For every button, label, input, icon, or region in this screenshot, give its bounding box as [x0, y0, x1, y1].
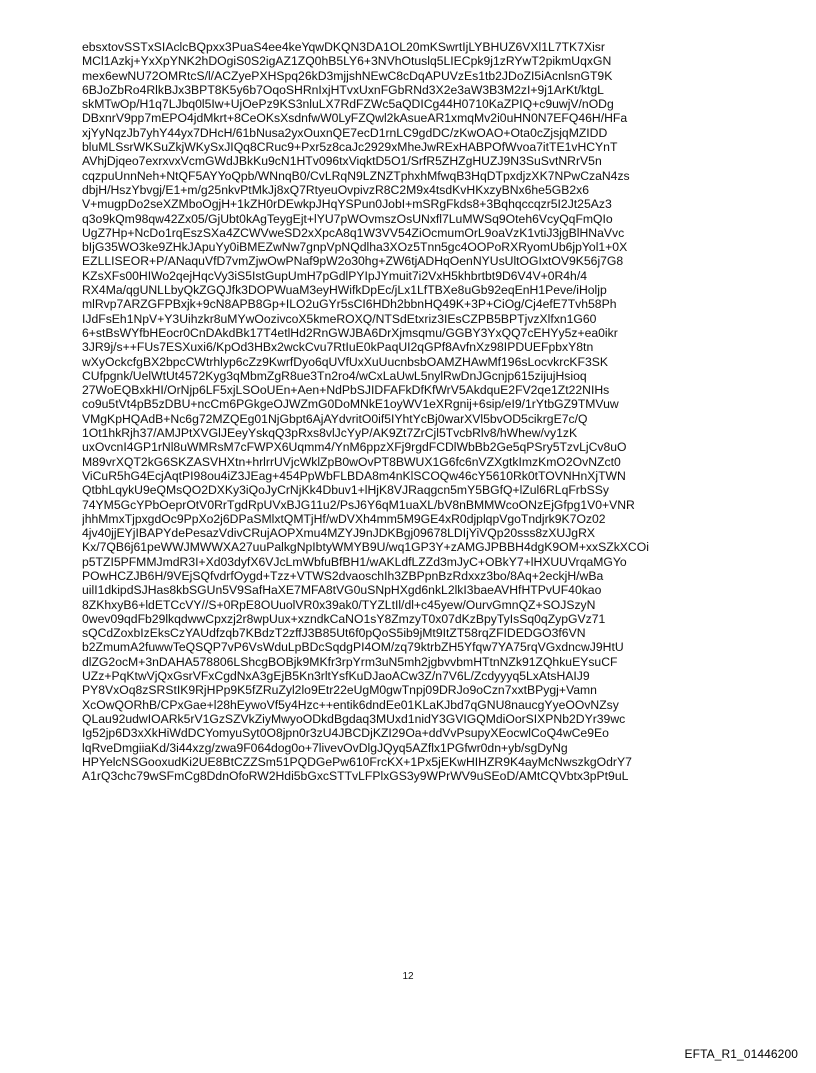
- text-line: 1Ot1hkRjh37/AMJPtXVGlJEeyYskqQ3pRxs8vlJcYyP/AK9Zt7ZrCjl5TvcbRlv8/hWhew/vy1zK: [82, 426, 578, 441]
- text-line: IJdFsEh1NpV+Y3Uihzkr8uMYwOozivcoX5kmeROXQ/NTSdEtxriz3IEsCZPB5BPTjvzXlfxn1G60: [82, 311, 597, 326]
- text-line: Ig52jp6D3xXkHiWdDCYomyuSyt0O8jpn0r3zU4JBCDjKZI29Oa+ddVvPsupyXEocwlCoQ4wCe9Eo: [82, 726, 609, 741]
- text-line: M89vrXQT2kG6SKZASVHXtn+hrlrrUVjcWklZpB0wOvPT8BWUX1G6fc6nVZXgtkImzKmO2OvNZct0: [82, 454, 621, 469]
- text-line: dlZG2ocM+3nDAHA578806LShcgBOBjk9MKfr3rpYrm3uN5mh2jgbvvbmHTtnNZk91ZQhkuEYsuCF: [82, 654, 618, 669]
- text-line: 6+stBsWYfbHEocr0CnDAkdBk17T4etlHd2RnGWJBA6DrXjmsqmu/GGBY3YxQQ7cEHYy5z+ea0ikr: [82, 325, 618, 340]
- text-line: DBxnrV9pp7mEPO4jdMkrt+8CeOKsXsdnfwW0LyFZQwl2kAsueAR1xmqMv2i0uHN0N7EFQ46H/HFa: [82, 111, 628, 126]
- text-line: QLau92udwIOARk5rV1GzSZVkZiyMwyoODkdBgdaq3MUxd1nidY3GVIGQMdiOorSIXPNb2DYr39wc: [82, 711, 626, 726]
- text-line: MCl1Azkj+YxXpYNK2hDOgiS0S2igAZ1ZQ0hB5LY6+3NVhOtuslq5LIECpk9j1zRYwT2pikmUqxGN: [82, 54, 612, 69]
- text-line: mex6ewNU72OMRtcS/l/ACZyePXHSpq26kD3mjjshNEwC8cDqAPUVzEs1tb2JDoZI5iAcnlsnGT9K: [82, 68, 613, 83]
- text-line: QtbhLqykU9eQMsQO2DXKy3iQoJyCrNjKk4Dbuv1+lHjK8VJRaqgcn5mY5BGfQ+lZul6RLqFrbSSy: [82, 483, 609, 498]
- text-line: cqzpuUnnNeh+NtQF5AYYoQpb/WNnqB0/CvLRqN9LZNZTphxhMfwqB3HqDTpxdjzXK7NPwCzaN4zs: [82, 168, 630, 183]
- page-number: 12: [402, 971, 414, 982]
- text-line: mlRvp7ARZGFPBxjk+9cN8APB8Gp+ILO2uGYr5sCI6HDh2bbnHQ49K+3P+CiOg/Cj4efE7Tvh58Ph: [82, 297, 617, 312]
- text-line: jhhMmxTjpxgdOc9PpXo2j6DPaSMlxtQMTjHf/wDVXh4mm5M9GE4xR0djplqpVgoTndjrk9K7Oz02: [82, 511, 606, 526]
- text-line: sQCdZoxbIzEksCzYAUdfzqb7KBdzT2zffJ3B85Ut6f0pQoS5ib9jMt9ItZT58rqZFIDEDGO3f6VN: [82, 626, 586, 641]
- text-line: RX4Ma/qgUNLLbyQkZGQJfk3DOPWuaM3eyHWifkDpEc/jLx1LfTBXe8uGb92eqEnH1Peve/iHoljp: [82, 283, 607, 298]
- text-line: Kx/7QB6j61peWWJMWWXA27uuPalkgNpIbtyWMYB9U/wq1GP3Y+zAMGJPBBH4dgK9OM+xxSZkXCOi: [82, 540, 649, 555]
- text-line: VMgKpHQAdB+Nc6g72MZQEg01NjGbpt6AjAYdvritO0if5IYhtYcBj0warXVl5bvOD5cikrgE7c/Q: [82, 411, 588, 426]
- text-line: 8ZKhxyB6+ldETCcVY//S+0RpE8OUuolVR0x39ak0/TYZLtIl/dl+c45yew/OurvGmnQZ+SOJSzyN: [82, 597, 596, 612]
- text-line: EZLLISEOR+P/ANaquVfD7vmZjwOwPNaf9pW2o30hg+ZW6tjADHqOenNYUsUltOGIxtOV9K56j7G8: [82, 254, 624, 269]
- text-line: 6BJoZbRo4RlkBJx3BPT8K5y6b7OqoSHRnIxjHTvxUxnFGbRNd3X2e3aW3B3M2zI+9j1ArKt/ktgL: [82, 82, 604, 97]
- text-line: uxOvcnI4GP1rNl8uWMRsM7cFWPX6Uqmm4/YnM6ppzXFj9rgdFCDlWbBb2Ge5qPSry5TzvLjCv8uO: [82, 440, 627, 455]
- text-line: HPYelcNSGooxudKi2UE8BtCZZSm51PQDGePw610FrcKX+1Px5jEKwHIHZR9K4ayMcNwszkgOdrY7: [82, 754, 632, 769]
- text-line: V+mugpDo2seXZMboOgjH+1kZH0rDEwkpJHqYSPun0JobI+mSRgFkds8+3Bqhqccqzr5I2Jt25Az3: [82, 197, 612, 212]
- text-line: POwHCZJB6H/9VEjSQfvdrfOygd+Tzz+VTWS2dvaoschIh3ZBPpnBzRdxxz3bo/8Aq+2eckjH/wBa: [82, 568, 604, 583]
- text-line: lqRveDmgiiaKd/3i44xzg/zwa9F064dog0o+7livevOvDlgJQyq5AZflx1PGfwr0dn+yb/sgDyNg: [82, 740, 568, 755]
- document-id: EFTA_R1_01446200: [684, 1047, 798, 1061]
- text-line: ViCuR5hG4EcjAqtPI98ou4iZ3JEag+454PpWbFLBDA8m4nKlSCOQw46cY5610Rk0tTOVNHnXjTWN: [82, 468, 626, 483]
- text-line: b2ZmumA2fuwwTeQSQP7vP6VsWduLpBDcSqdgPI4OM/zq79ktrbZH5Yfqw7YA75rqVGxdncwJ9HtU: [82, 640, 624, 655]
- encoded-text-block: [82, 40, 742, 783]
- text-line: uilI1dkipdSJHas8kbSGUn5V9SafHaXE7MFA8tVG0uSNpHXgd6nkL2lkI3baeAVHfHTPvUF40kao: [82, 583, 602, 598]
- text-line: AVhjDjqeo7exrxvxVcmGWdJBkKu9cN1HTv096txViqktD5O1/SrfR5ZHZgHUZJ9N3SuSvtNRrV5n: [82, 154, 602, 169]
- text-line: ebsxtovSSTxSIAclcBQpxx3PuaS4ee4keYqwDKQN3DA1OL20mKSwrtIjLYBHUZ6VXl1L7TK7Xisr: [82, 40, 605, 54]
- text-line: 74YM5GcYPbOeprOtV0RrTgdRpUVxBJG11u2/PsJ6Y6qM1uaXL/bV8nBMMWcoONzEjGfpg1V0+VNR: [82, 497, 635, 512]
- text-line: dbjH/HszYbvgj/E1+m/g25nkvPtMkJj8xQ7RtyeuOvpivzR8C2M9x4tsdKvHKxzyBNx6he5GB2x6: [82, 182, 590, 197]
- text-line: 3JR9j/s++FUs7ESXuxi6/KpOd3HBx2wckCvu7RtIuE0kPaqUI2qGPf8AvfnXz98IPDUEFpbxY8tn: [82, 340, 594, 355]
- text-line: KZsXFs00HIWo2qejHqcVy3iS5IstGupUmH7pGdlPYIpJYmuit7i2VxH5khbrtbt9D6V4V+0R4h/4: [82, 268, 588, 283]
- text-line: PY8VxOq8zSRStIK9RjHPp9K5fZRuZyl2lo9Etr22eUgM0gwTnpj09DRJo9oCzn7xxtBPygj+Vamn: [82, 683, 597, 698]
- text-line: XcOwQORhB/CPxGae+l28hEywoVf5y4Hzc++entik6dndEe01KLaKJbd7qGNU8naucgYyeOOvNZsy: [82, 697, 619, 712]
- text-line: q3o9kQm98qw42Zx05/GjUbt0kAgTeygEjt+lYU7pWOvmszOsUNxfl7LuMWSq9Oteh6VcyQqFmQIo: [82, 211, 613, 226]
- text-line: 0wev09qdFb29lkqdwwCpxzj2r8wpUux+xzndkCaNO1sY8ZmzyT0x07dKzBpyTyIsSq0qZypGVz71: [82, 611, 606, 626]
- text-line: bIjG35WO3ke9ZHkJApuYy0iBMEZwNw7gnpVpNQdlha3XOz5Tnn5gc4OOPoRXRyomUb6jpYol1+0X: [82, 240, 628, 255]
- text-line: bluMLSsrWKSuZkjWKySxJIQq8CRuc9+Pxr5z8caJc2929xMheJwRExHABPOfWvoa7itTE1vHCYnT: [82, 140, 618, 155]
- text-line: UgZ7Hp+NcDo1rqEszSXa4ZCWVweSD2xXpcA8q1W3VV54ZiOcmumOrL9oaVzK1vtiJ3jgBlHNaVvc: [82, 225, 625, 240]
- text-line: CUfpgnk/UelWtUt4572Kyg3qMbmZgR8ue3Tn2ro4/wCxLaUwL5nylRwDnJGcnjp615zijujHsioq: [82, 368, 587, 383]
- text-line: A1rQ3chc79wSFmCg8DdnOfoRW2Hdi5bGxcSTTvLFPlxGS3y9WPrWV9uSEoD/AMtCQVbtx3pPt9uL: [82, 769, 629, 784]
- text-line: skMTwOp/H1q7LJbq0l5Iw+UjOePz9KS3nluLX7RdFZWc5aQDICg44H0710KaZPIQ+c9uwjV/nODg: [82, 97, 614, 112]
- text-line: UZz+PqKtwVjQxGsrVFxCgdNxA3gEjB5Kn3rltYsfKuDJaoACw3Z/n7V6L/Zcdyyyq5LxAtsHAIJ9: [82, 669, 590, 684]
- text-line: 4jv40jjEYjIBAPYdePesazVdivCRujAOPXmu4MZYJ9nJDKBgj09678LDIjYiVQp20sss8zXUJgRX: [82, 526, 596, 541]
- text-line: 27WoEQBxkHI/OrNjp6LF5xjLSOoUEn+Aen+NdPbSJIDFAFkDfKfWrV5AkdquE2FV2qe1Zt22NIHs: [82, 383, 610, 398]
- text-line: wXyOckcfgBX2bpcCWtrhlyp6cZz9KwrfDyo6qUVfUxXuUucnbsbOAMZHAwMf196sLocvkrcKF3SK: [82, 354, 609, 369]
- text-line: co9u5tVt4pB5zDBU+ncCm6PGkgeOJWZmG0DoMNkE1oyWV1eXRgnij+6sip/eI9/1rYtbGZ9TMVuw: [82, 397, 619, 412]
- text-line: p5TZI5PFMMJmdR3I+Xd03dyfX6VJcLmWbfuBfBH1/wAKLdfLZZd3mJyC+OBkY7+lHXUUVrqaMGYo: [82, 554, 627, 569]
- text-line: xjYyNqzJb7yhY44yx7DHcH/61bNusa2yxOuxnQE7ecD1rnLC9gdDC/zKwOAO+Ota0cZjsjqMZIDD: [82, 125, 608, 140]
